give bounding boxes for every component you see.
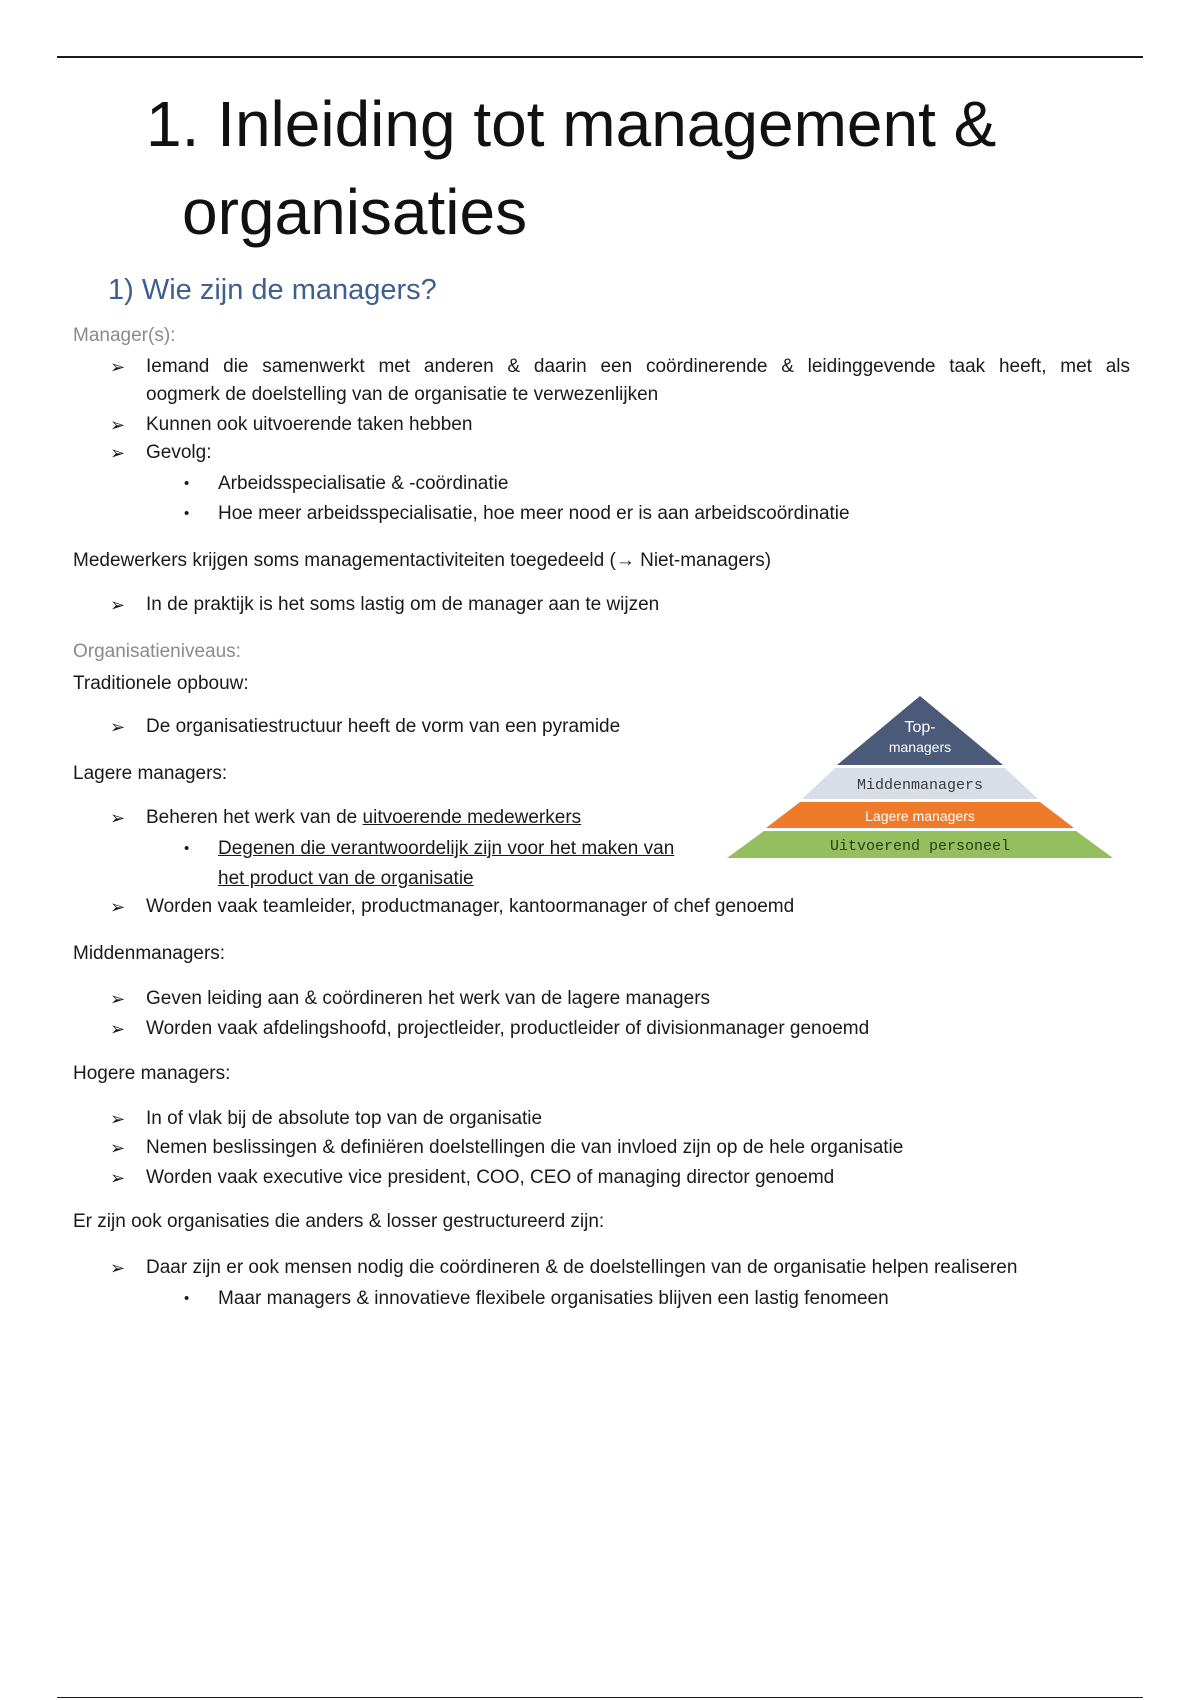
paragraph: Medewerkers krijgen soms managementactiviteiten toegedeeld (→ Niet-managers)	[73, 550, 772, 571]
list-item	[110, 1134, 903, 1162]
list-item	[110, 985, 710, 1013]
paragraph: Lagere managers:	[73, 763, 228, 784]
list-item	[178, 500, 850, 528]
list-item	[178, 835, 674, 893]
pyramid-label-base: Uitvoerend personeel	[829, 838, 1011, 855]
pyramid-label-middle: Middenmanagers	[856, 777, 984, 794]
arrow-bullet-icon: ➢	[110, 1019, 126, 1039]
list-item-text: Geven leiding aan & coördineren het werk van de lagere managers	[146, 988, 711, 1009]
list-item	[110, 713, 620, 741]
arrow-bullet-icon: ➢	[110, 443, 126, 463]
arrow-bullet-icon: ➢	[110, 1138, 126, 1158]
underlined-text: Degenen die verantwoordelijk zijn voor het maken van	[218, 838, 675, 859]
list-item	[178, 470, 508, 498]
page-title-line-2: organisaties	[182, 176, 528, 248]
list-item	[110, 893, 794, 921]
managers-label: Manager(s):	[73, 325, 176, 346]
list-item	[110, 439, 211, 467]
top-rule	[57, 56, 1143, 58]
list-item-text: Hoe meer arbeidsspecialisatie, hoe meer nood er is aan arbeidscoördinatie	[218, 503, 850, 524]
dot-bullet-icon: •	[184, 475, 190, 492]
list-item-text: Iemand die samenwerkt met anderen & daarin een coördinerende & leidinggevende taak heeft, met als	[146, 356, 1130, 377]
bottom-rule	[57, 1697, 1143, 1698]
list-item	[110, 411, 472, 439]
dot-bullet-icon: •	[184, 840, 190, 857]
page-title	[146, 80, 1106, 256]
list-item-text: Kunnen ook uitvoerende taken hebben	[146, 414, 473, 435]
list-item-text: Worden vaak teamleider, productmanager, kantoormanager of chef genoemd	[146, 896, 795, 917]
pyramid-svg	[720, 688, 1115, 863]
list-item-text: Daar zijn er ook mensen nodig die coördineren & de doelstellingen van de organisatie helpen realiseren	[146, 1257, 1018, 1278]
arrow-bullet-icon: ➢	[110, 808, 126, 828]
list-item-text: Nemen beslissingen & definiëren doelstellingen die van invloed zijn op de hele organisatie	[146, 1137, 904, 1158]
levels-label: Organisatieniveaus:	[73, 641, 241, 662]
list-item-text: Arbeidsspecialisatie & -coördinatie	[218, 473, 509, 494]
dot-bullet-icon: •	[184, 505, 190, 522]
underlined-text: uitvoerende medewerkers	[362, 807, 582, 828]
arrow-bullet-icon: ➢	[110, 897, 126, 917]
paragraph: Hogere managers:	[73, 1063, 231, 1084]
arrow-bullet-icon: ➢	[110, 1109, 126, 1129]
arrow-bullet-icon: ➢	[110, 1168, 126, 1188]
dot-bullet-icon: •	[184, 1290, 190, 1307]
pyramid-label-top-1: Top-	[904, 719, 936, 736]
section-heading: 1) Wie zijn de managers?	[108, 274, 437, 306]
organization-pyramid	[720, 688, 1115, 863]
arrow-bullet-icon: ➢	[110, 595, 126, 615]
list-item	[110, 591, 659, 619]
list-item-text: Worden vaak afdelingshoofd, projectleider, productleider of divisionmanager genoemd	[146, 1018, 870, 1039]
list-item	[110, 1105, 542, 1133]
list-item	[110, 1015, 869, 1043]
list-item-text: Worden vaak executive vice president, COO, CEO of managing director genoemd	[146, 1167, 835, 1188]
list-item	[110, 804, 581, 832]
paragraph: Middenmanagers:	[73, 943, 226, 964]
list-item	[110, 1164, 834, 1192]
list-item	[110, 353, 1130, 409]
pyramid-label-top-2: managers	[888, 739, 952, 755]
list-item-text: Gevolg:	[146, 442, 212, 463]
paragraph: Er zijn ook organisaties die anders & losser gestructureerd zijn:	[73, 1211, 605, 1232]
list-item	[178, 1285, 889, 1313]
list-item-text: In of vlak bij de absolute top van de organisatie	[146, 1108, 543, 1129]
list-item-text-plain: Beheren het werk van de	[146, 807, 363, 828]
list-item-text	[110, 804, 581, 832]
paragraph: Traditionele opbouw:	[73, 673, 249, 694]
list-item	[110, 1254, 1017, 1282]
arrow-bullet-icon: ➢	[110, 717, 126, 737]
list-item-text: Maar managers & innovatieve flexibele organisaties blijven een lastig fenomeen	[218, 1288, 889, 1309]
pyramid-label-lower: Lagere managers	[865, 808, 975, 824]
underlined-text: het product van de organisatie	[218, 868, 474, 889]
list-item-text: oogmerk de doelstelling van de organisatie te verwezenlijken	[146, 384, 659, 405]
arrow-bullet-icon: ➢	[110, 357, 126, 377]
arrow-bullet-icon: ➢	[110, 415, 126, 435]
arrow-bullet-icon: ➢	[110, 989, 126, 1009]
list-item-text: De organisatiestructuur heeft de vorm van een pyramide	[146, 716, 621, 737]
list-item-text: In de praktijk is het soms lastig om de manager aan te wijzen	[146, 594, 660, 615]
page-title-line-1: 1. Inleiding tot management &	[146, 88, 997, 160]
arrow-bullet-icon: ➢	[110, 1258, 126, 1278]
